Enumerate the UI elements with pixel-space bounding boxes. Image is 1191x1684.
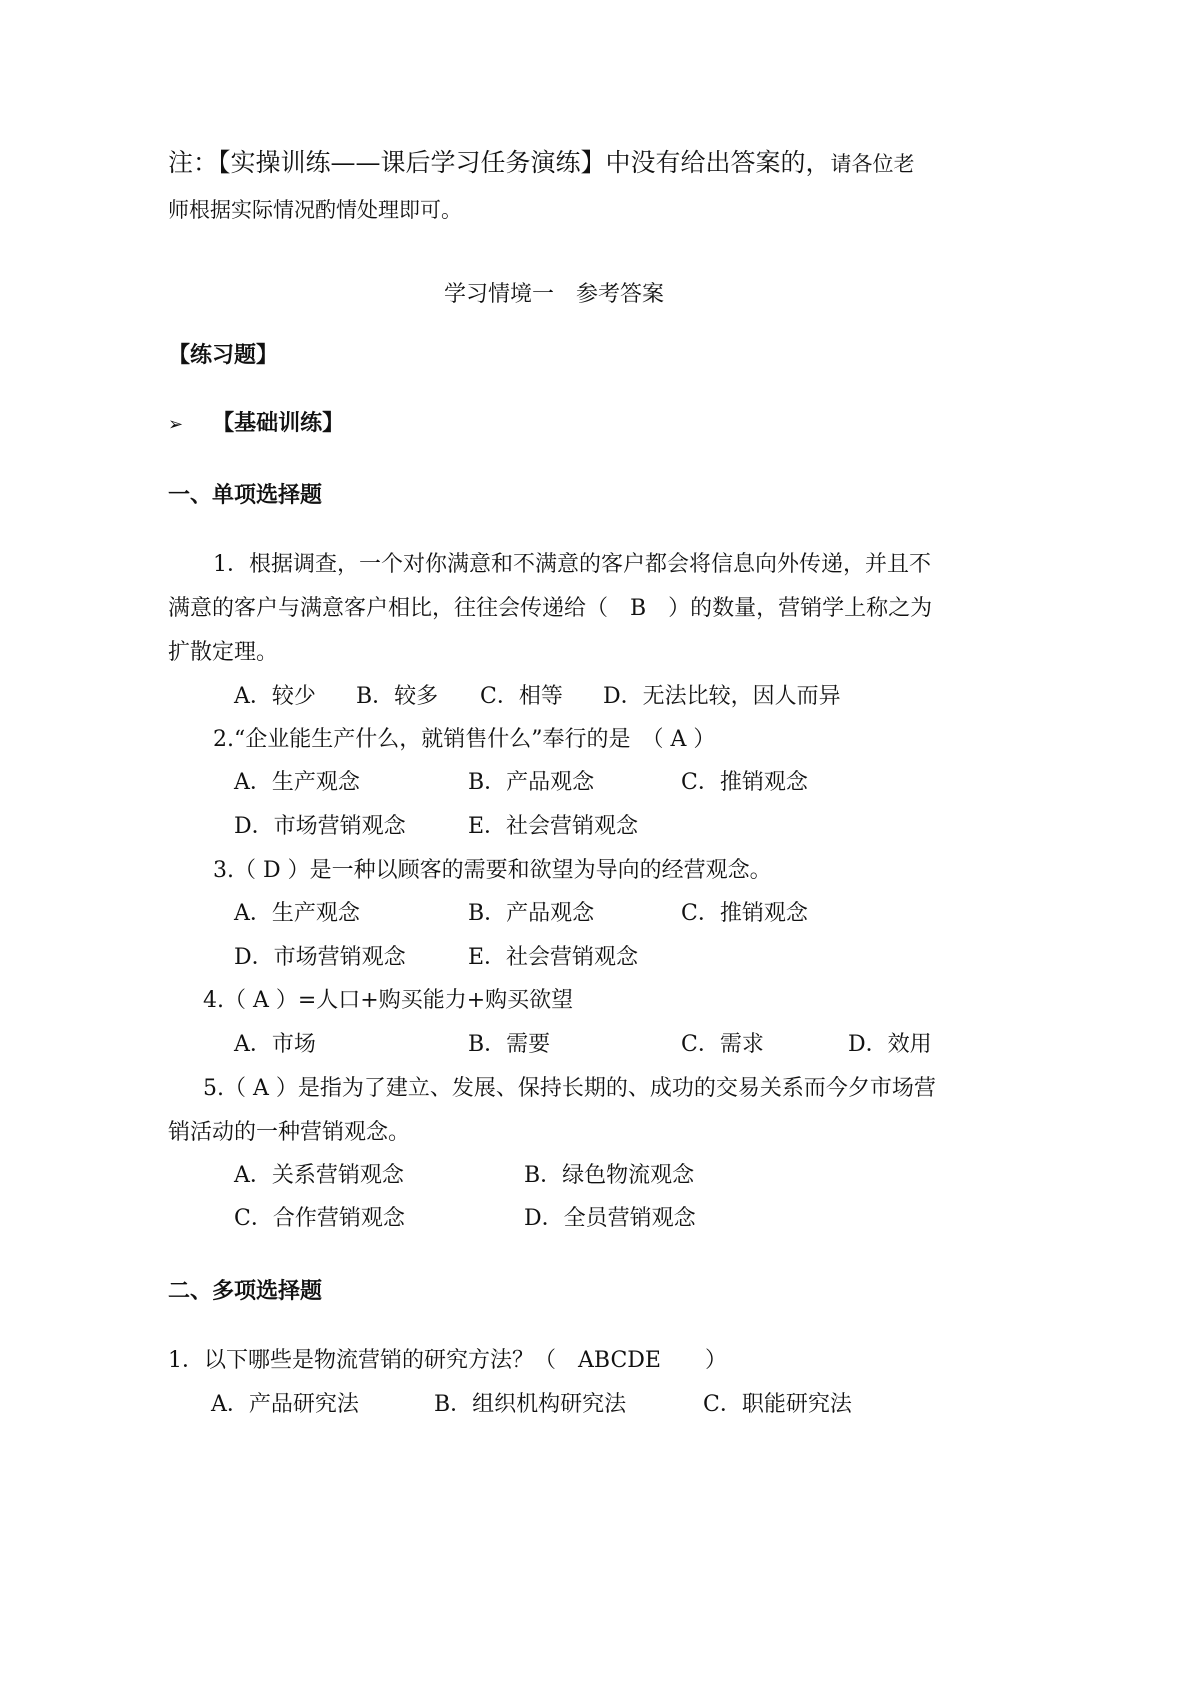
sc-q2-option-c: C．推销观念 [681, 770, 808, 795]
sc-q2-option-e: E．社会营销观念 [468, 814, 639, 839]
note-tail-text: 请各位老 [830, 152, 915, 176]
sc-q5-option-b: B．绿色物流观念 [524, 1163, 695, 1188]
mc-q1-text: 1．以下哪些是物流营销的研究方法？（ ABCDE ） [168, 1348, 727, 1373]
sc-q1-option-b: B．较多 [356, 684, 439, 709]
single-choice-heading: 一、单项选择题 [168, 482, 323, 508]
sc-q1-line-1: 1．根据调查，一个对你满意和不满意的客户都会将信息向外传递，并且不 [213, 552, 931, 577]
sc-q4-option-d: D．效用 [848, 1032, 932, 1057]
basic-training-label: 【基础训练】 [212, 410, 345, 436]
sc-q2-option-a: A．生产观念 [234, 770, 360, 795]
sc-q5-line-1: 5.（ A ）是指为了建立、发展、保持长期的、成功的交易关系而今夕市场营 [203, 1076, 936, 1101]
sc-q2-text: 2.“企业能生产什么，就销售什么”奉行的是 （ A ） [213, 727, 716, 752]
sc-q1-option-a: A．较少 [234, 684, 316, 709]
note-main-text: 注：【实操训练——课后学习任务演练】中没有给出答案的， [168, 148, 831, 177]
sc-q1-line-2: 满意的客户与满意客户相比，往往会传递给（ B ）的数量，营销学上称之为 [168, 596, 933, 621]
sc-q2-option-b: B．产品观念 [468, 770, 595, 795]
sc-q1-option-d: D．无法比较，因人而异 [603, 684, 841, 709]
mc-q1-option-a: A．产品研究法 [211, 1392, 359, 1417]
sc-q5-option-d: D．全员营销观念 [524, 1206, 696, 1231]
sc-q3-option-b: B．产品观念 [468, 901, 595, 926]
sc-q3-option-e: E．社会营销观念 [468, 945, 639, 970]
sc-q1-line-3: 扩散定理。 [168, 640, 279, 665]
mc-q1-option-c: C．职能研究法 [703, 1392, 852, 1417]
sc-q5-line-2: 销活动的一种营销观念。 [168, 1120, 411, 1145]
sc-q4-option-b: B．需要 [468, 1032, 551, 1057]
exercises-heading: 【练习题】 [168, 342, 279, 368]
section-title: 学习情境一 参考答案 [444, 282, 665, 307]
sc-q5-option-a: A．关系营销观念 [234, 1163, 404, 1188]
sc-q4-text: 4.（ A ）=人口+购买能力+购买欲望 [203, 988, 574, 1013]
note-line-1 [168, 148, 915, 179]
sc-q1-option-c: C．相等 [480, 684, 563, 709]
mc-q1-option-b: B．组织机构研究法 [434, 1392, 627, 1417]
sc-q3-option-d: D．市场营销观念 [234, 945, 406, 970]
sc-q2-option-d: D．市场营销观念 [234, 814, 406, 839]
sc-q3-text: 3.（ D ）是一种以顾客的需要和欲望为导向的经营观念。 [213, 858, 772, 883]
sc-q5-option-c: C．合作营销观念 [234, 1206, 405, 1231]
multi-choice-heading: 二、多项选择题 [168, 1278, 323, 1304]
sc-q4-option-c: C．需求 [681, 1032, 764, 1057]
note-line-2: 师根据实际情况酌情处理即可。 [168, 198, 462, 222]
sc-q3-option-a: A．生产观念 [234, 901, 360, 926]
sc-q4-option-a: A．市场 [234, 1032, 316, 1057]
sc-q3-option-c: C．推销观念 [681, 901, 808, 926]
basic-training-row [168, 408, 344, 440]
arrow-bullet-icon: ➢ [168, 414, 184, 435]
